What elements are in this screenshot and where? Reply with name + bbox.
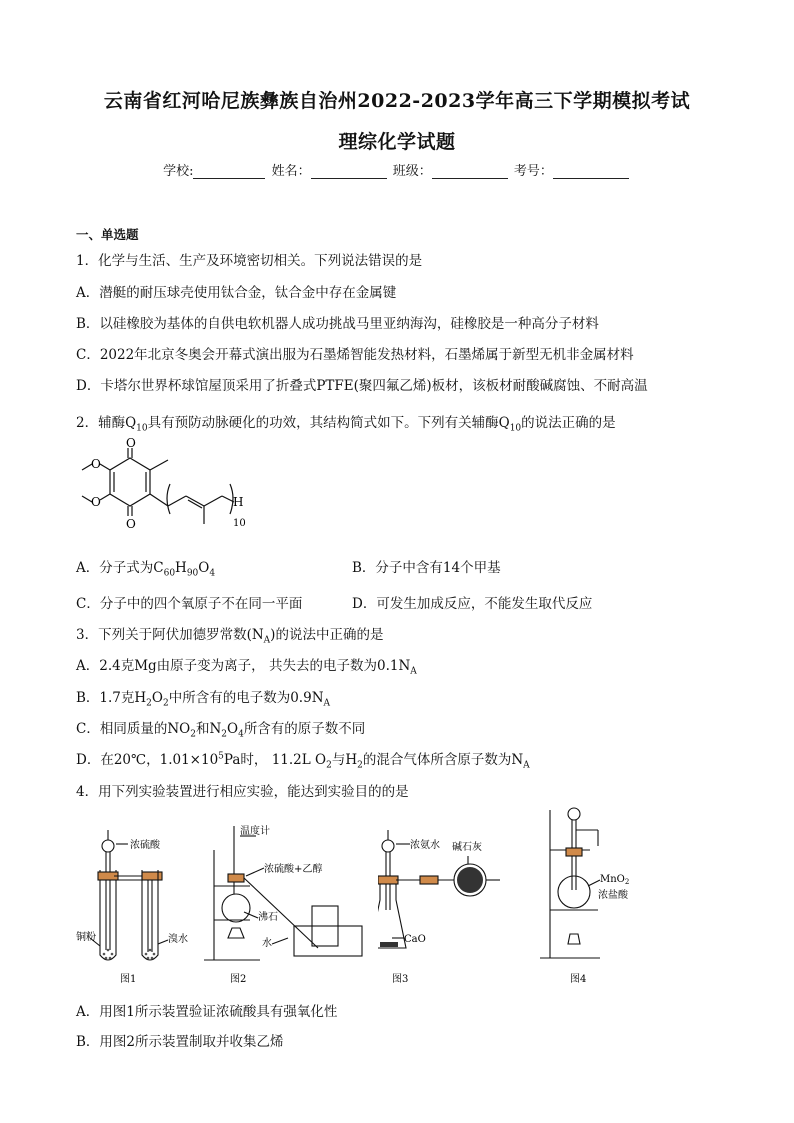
q2-stem: 2．辅酶$Q_{10}$具有预防动脉硬化的功效，其结构简式如下。下列有关辅酶$Q_{10}$的说法正确的是 (76, 415, 616, 434)
struct-o-top: O (126, 438, 136, 450)
fig3-cao-label: CaO (404, 934, 426, 945)
q3-option-b: B．1.7克$H_2O_2$中所含有的电子数为$0.9N_A$ (76, 690, 331, 709)
figure-4-apparatus (540, 800, 670, 990)
fig2-water-label: 水 (262, 938, 272, 949)
class-label: 班级： (392, 164, 432, 179)
fig4-mno2-label: MnO$_2$ (600, 874, 630, 886)
fig2-caption: 图2 (230, 974, 247, 985)
student-info-row (0, 160, 794, 179)
school-blank[interactable] (193, 164, 265, 179)
q1-option-d: D．卡塔尔世界杯球馆屋顶采用了折叠式PTFE(聚四氟乙烯)板材，该板材耐酸碱腐蚀、不耐高温 (76, 378, 648, 394)
fig1-caption: 图1 (120, 974, 137, 985)
fig4-hcl-label: 浓盐酸 (598, 890, 628, 901)
q3-option-d: D．在20℃，$1.01\times 10^5Pa$时， 11.2L $O_2$与$H_2$的混合气体所含原子数为$N_A$ (76, 751, 530, 771)
page-subtitle: 理综化学试题 (338, 131, 456, 153)
fig4-caption: 图4 (570, 974, 587, 985)
fig1-copper-label: 铜粉 (76, 932, 96, 943)
fig2-thermometer-label: 温度计 (240, 826, 270, 837)
school-label: 学校: (163, 164, 194, 179)
q1-option-b: B．以硅橡胶为基体的自供电软机器人成功挑战马里亚纳海沟，硅橡胶是一种高分子材料 (76, 316, 599, 332)
struct-n: 10 (233, 518, 246, 529)
fig3-ammonia-label: 浓氨水 (410, 840, 440, 851)
figure-3-apparatus (378, 820, 528, 990)
fig2-stone-label: 沸石 (258, 912, 278, 923)
struct-h: H (233, 495, 244, 509)
q3-stem: 3．下列关于阿伏加德罗常数$(N_A)$的说法中正确的是 (76, 627, 384, 646)
q3-option-a: A．2.4克Mg由原子变为离子， 共失去的电子数为$0.1N_A$ (76, 658, 417, 677)
q1-option-c: C．2022年北京冬奥会开幕式演出服为石墨烯智能发热材料，石墨烯属于新型无机非金属材料 (76, 347, 634, 363)
page-title: 云南省红河哈尼族彝族自治州2022-2023学年高三下学期模拟考试 (103, 90, 691, 112)
q2-option-a: A．分子式为$C_{60}H_{90}O_4$ (76, 560, 216, 579)
fig1-bromine-label: 溴水 (168, 934, 188, 945)
exam-number-label: 考号： (513, 164, 553, 179)
q3-option-c: C．相同质量的$NO_2$和$N_2O_4$所含有的原子数不同 (76, 721, 366, 740)
class-blank[interactable] (432, 164, 508, 179)
name-label: 姓名： (271, 164, 311, 179)
q1-stem: 1．化学与生活、生产及环境密切相关。下列说法错误的是 (76, 253, 423, 269)
struct-o-bottom: O (126, 517, 136, 531)
q4-stem: 4．用下列实验装置进行相应实验，能达到实验目的的是 (76, 784, 409, 800)
fig2-mix-label: 浓硫酸+乙醇 (264, 864, 323, 875)
figure-1-apparatus (76, 820, 196, 990)
q2-option-d: D．可发生加成反应，不能发生取代反应 (352, 596, 593, 612)
name-blank[interactable] (311, 164, 387, 179)
section-heading: 一、单选题 (76, 227, 139, 242)
q4-option-a: A．用图1所示装置验证浓硫酸具有强氧化性 (76, 1004, 338, 1020)
struct-o-left2: O (91, 495, 101, 509)
q2-option-c: C．分子中的四个氧原子不在同一平面 (76, 596, 303, 612)
exam-number-blank[interactable] (553, 164, 629, 179)
fig3-caption: 图3 (392, 974, 409, 985)
fig1-acid-label: 浓硫酸 (130, 840, 160, 851)
q1-option-a: A．潜艇的耐压球壳使用钛合金，钛合金中存在金属键 (76, 285, 397, 301)
coenzyme-q10-structure (70, 438, 250, 538)
figure-2-apparatus (200, 820, 370, 990)
struct-o-left1: O (91, 457, 101, 471)
q4-option-b: B．用图2所示装置制取并收集乙烯 (76, 1034, 284, 1050)
q2-option-b: B．分子中含有14个甲基 (352, 560, 501, 576)
fig3-lime-label: 碱石灰 (452, 842, 482, 853)
